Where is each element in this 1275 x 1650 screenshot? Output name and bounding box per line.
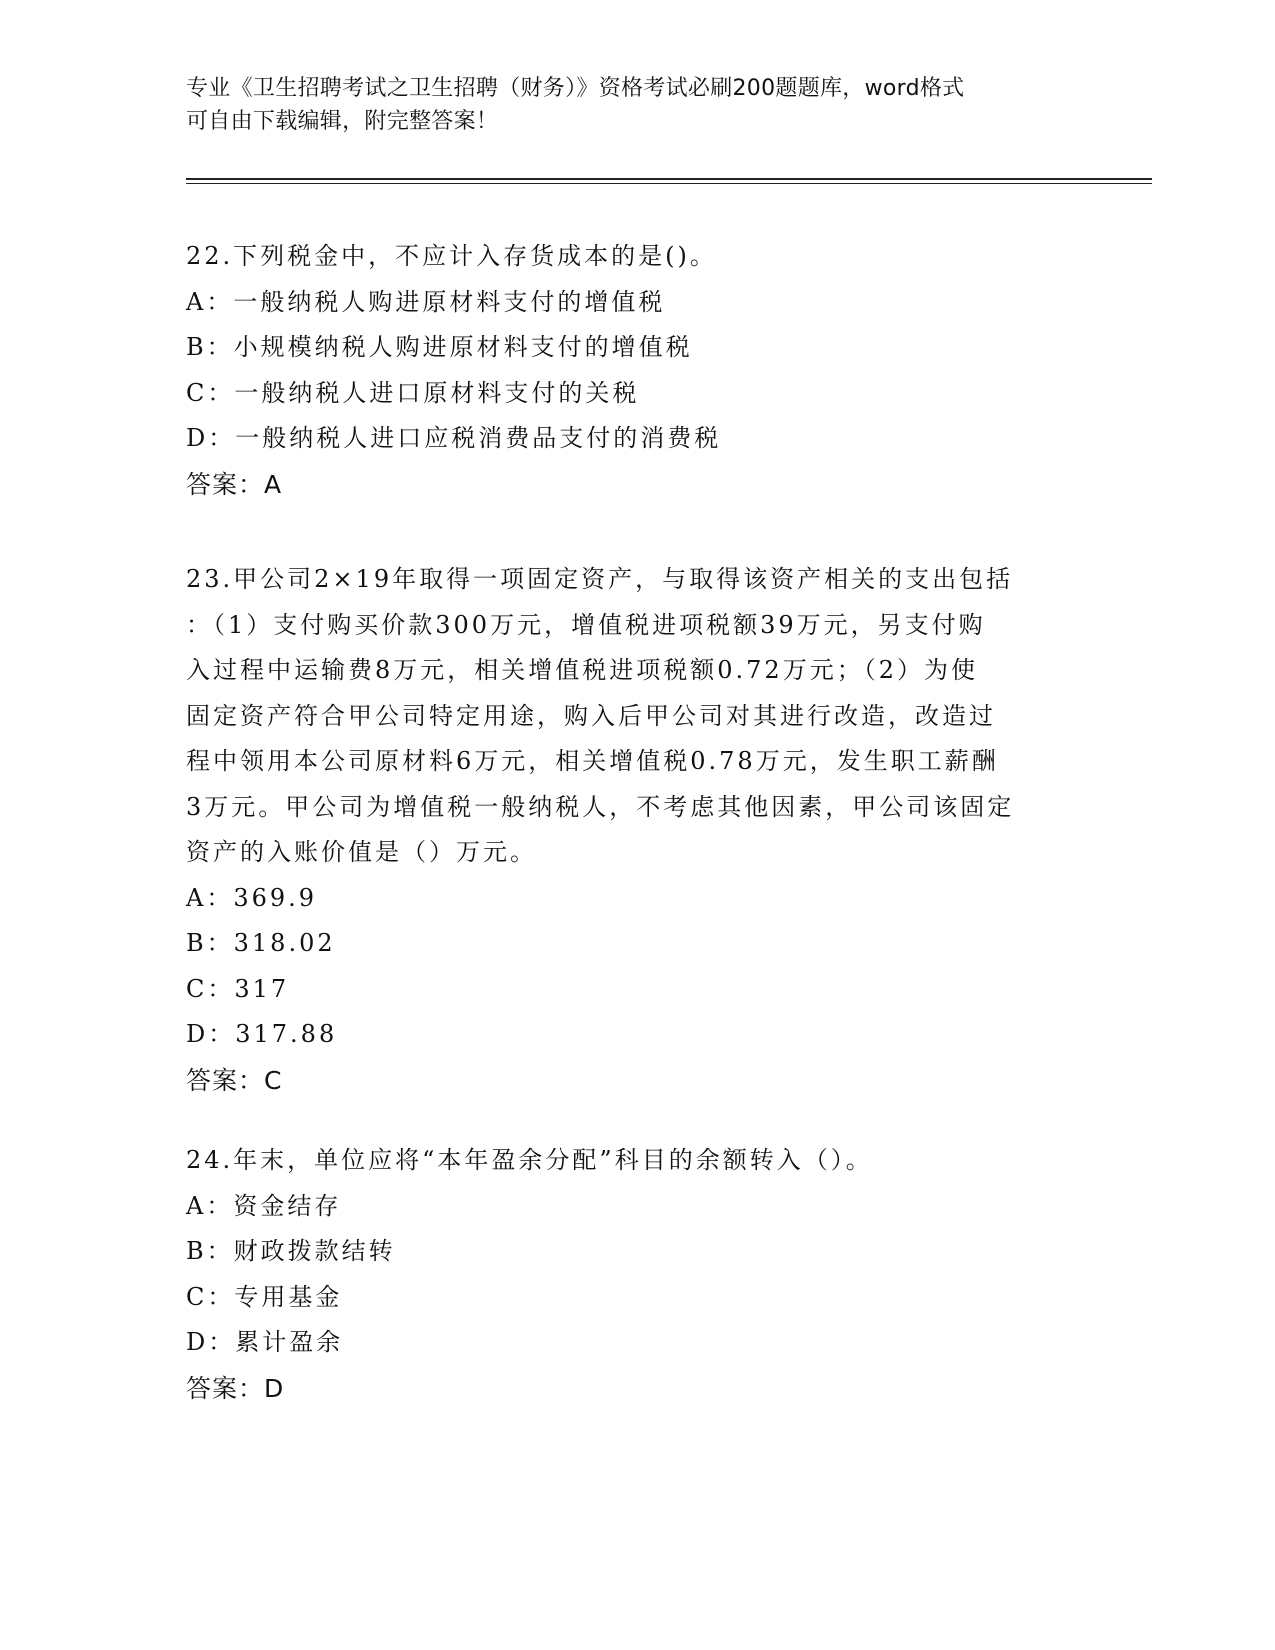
question-stem-line: ：（1）支付购买价款300万元，增值税进项税额39万元，另支付购 <box>186 610 986 639</box>
question-stem-line: 3万元。甲公司为增值税一般纳税人，不考虑其他因素，甲公司该固定 <box>186 792 1015 821</box>
question-23 <box>186 557 1086 1103</box>
option-d: D：一般纳税人进口应税消费品支付的消费税 <box>186 424 722 452</box>
header-divider-thick <box>186 178 1152 180</box>
question-stem-line: 程中领用本公司原材料6万元，相关增值税0.78万元，发生职工薪酬 <box>186 747 999 775</box>
question-24 <box>186 1138 1086 1411</box>
option-c: C：一般纳税人进口原材料支付的关税 <box>186 378 640 407</box>
option-d: D：累计盈余 <box>186 1328 344 1356</box>
option-b: B：318.02 <box>186 929 336 957</box>
document-header <box>186 72 1076 138</box>
option-b: B：财政拨款结转 <box>186 1237 396 1265</box>
question-stem-line: 资产的入账价值是（）万元。 <box>186 838 537 866</box>
question-stem: 22.下列税金中，不应计入存货成本的是()。 <box>186 242 717 270</box>
option-d: D：317.88 <box>186 1020 338 1048</box>
option-a: A：资金结存 <box>186 1191 342 1220</box>
option-b: B：小规模纳税人购进原材料支付的增值税 <box>186 333 693 361</box>
option-c: C：专用基金 <box>186 1282 343 1311</box>
question-22 <box>186 234 1086 507</box>
answer: 答案：D <box>186 1373 285 1403</box>
header-line-2: 可自由下载编辑，附完整答案！ <box>186 109 499 134</box>
question-stem-line: 入过程中运输费8万元，相关增值税进项税额0.72万元；（2）为使 <box>186 656 978 684</box>
header-line-1: 专业《卫生招聘考试之卫生招聘（财务）》资格考试必刷200题题库，word格式 <box>186 76 965 101</box>
question-stem-line: 23.甲公司2×19年取得一项固定资产，与取得该资产相关的支出包括 <box>186 565 1014 593</box>
answer: 答案：A <box>186 469 283 499</box>
option-a: A：369.9 <box>186 883 318 912</box>
option-c: C：317 <box>186 974 290 1003</box>
header-divider-thin <box>186 183 1152 184</box>
answer: 答案：C <box>186 1065 283 1095</box>
question-stem: 24.年末，单位应将“本年盈余分配”科目的余额转入（）。 <box>186 1146 873 1174</box>
question-stem-line: 固定资产符合甲公司特定用途，购入后甲公司对其进行改造，改造过 <box>186 701 996 730</box>
option-a: A：一般纳税人购进原材料支付的增值税 <box>186 287 666 316</box>
